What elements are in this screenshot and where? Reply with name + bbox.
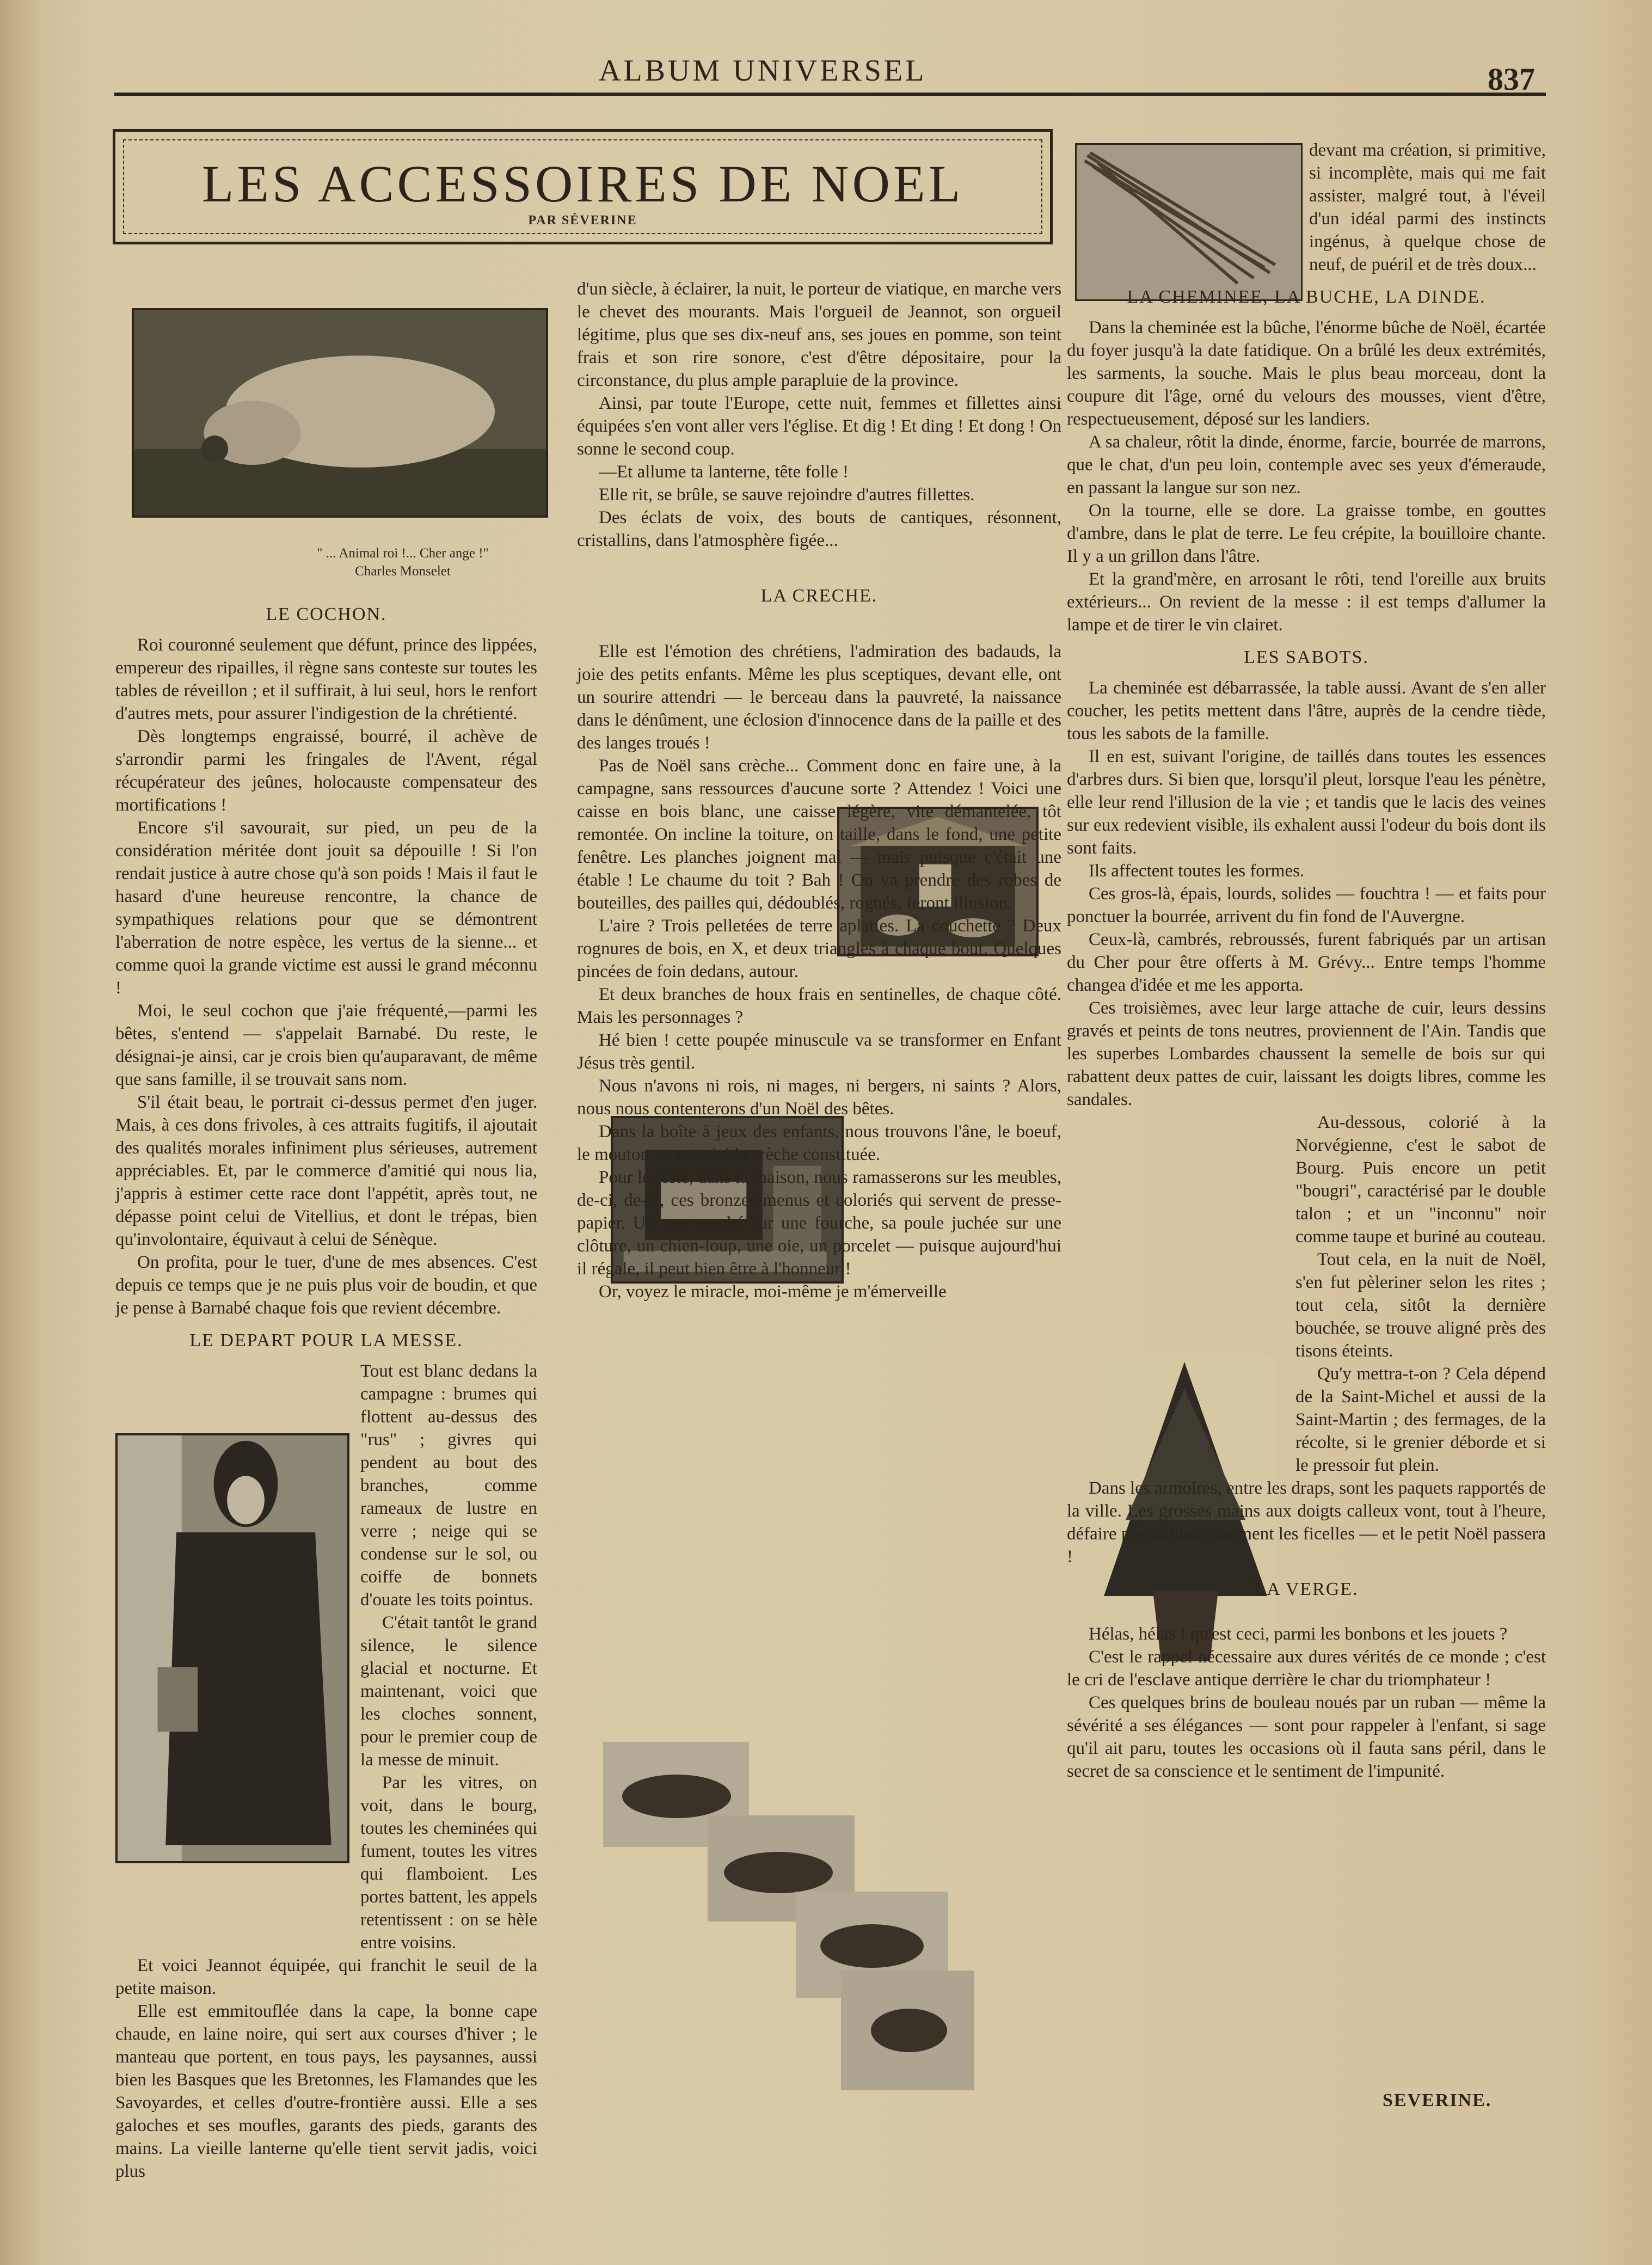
pig-caption-author: Charles Monselet: [355, 564, 451, 579]
paragraph: On profita, pour le tuer, d'une de mes absences. C'est depuis ce temps que je ne puis plus voir de boudin, et que je pense à Barnabé chaque fois que revient décembre.: [115, 1253, 537, 1318]
paragraph: Tout est blanc dedans la campagne : brumes qui flottent au-dessus des "rus" ; givres qui pendent au bout des branches, comme rameaux de lustre en verre ; neige qui se condense sur le sol, ou coiffe de bonnets d'ouate les toits pointus.: [360, 1361, 537, 1610]
paragraph: Il en est, suivant l'origine, de taillés dans toutes les essences d'arbres durs. Si bien que, lorsqu'il pleut, lorsque l'eau les pénètre, elle leur rend l'illusion de la vie ; et tandis que le lacis des veines sur eux redevient visible, ils exhalent aussi l'odeur du bois dont ils sont faits.: [1067, 747, 1546, 858]
paragraph: Encore s'il savourait, sur pied, un peu de la considération méritée dont jouit sa dépouille ! Si l'on rendait justice à autre chose qu'à son poids ! Mais il faut le hasard d'une heureuse rencontre, la chance de sympathiques relations pour que se démontrent l'aberration de notre espèce, les vertus de la sienne... et comme quoi la grande victime est aussi le grand méconnu !: [115, 818, 537, 998]
paragraph: Qu'y mettra-t-on ? Cela dépend de la Saint-Michel et aussi de la Saint-Martin ; des fermages, de la récolte, si le grenier déborde et si le pressoir fut plein.: [1295, 1364, 1546, 1475]
paragraph: Au-dessous, colorié à la Norvégienne, c'est le sabot de Bourg. Puis encore un petit "bougri", caractérisé par le double talon ; et un "inconnu" noir comme taupe et buriné au couteau.: [1295, 1113, 1546, 1247]
paragraph: Or, voyez le miracle, moi-même je m'émerveille: [599, 1282, 947, 1302]
paragraph: Elle est emmitouflée dans la cape, la bonne cape chaude, en laine noire, qui sert aux courses d'hiver ; le manteau que portent, en tous pays, les paysannes, aussi bien les Basques que les Bretonnes, les Flamandes que les Savoyardes, et celles d'outre-frontière aussi. Elle a ses galoches et ses moufles, garants des pieds, garants des mains. La vieille lanterne qu'elle tient servit jadis, voici plus: [115, 2002, 537, 2181]
paragraph: Dès longtemps engraissé, bourré, il achève de s'arrondir parmi les fringales de l'Avent, régal récupérateur des jeûnes, holocauste compensateur des mortifications !: [115, 727, 537, 815]
paragraph: Et deux branches de houx frais en sentinelles, de chaque côté. Mais les personnages ?: [577, 985, 1061, 1027]
paragraph: Ces gros-là, épais, lourds, solides — fouchtra ! — et faits pour ponctuer la bourrée, arrivent du fin fond de l'Auvergne.: [1067, 884, 1546, 926]
paragraph: Moi, le seul cochon que j'aie fréquenté,—parmi les bêtes, s'entend — s'appelait Barnabé. Du reste, le désignai-je ainsi, car je crois bien qu'auparavant, de même que sans famille, il se trouvait sans nom.: [115, 1001, 537, 1089]
section-heading-depart: LE DEPART POUR LA MESSE.: [189, 1330, 463, 1351]
paragraph: La cheminée est débarrassée, la table aussi. Avant de s'en aller coucher, les petits mettent dans l'âtre, auprès de la cendre tiède, tous les sabots de la famille.: [1067, 678, 1546, 744]
section-heading-verge: LA VERGE.: [1254, 1579, 1359, 1599]
paragraph: Par les vitres, on voit, dans le bourg, toutes les cheminées qui fument, toutes les vitres qui flamboient. Les portes battent, les appels retentissent : on se hèle entre voisins.: [360, 1773, 537, 1953]
pig-caption: [261, 544, 544, 580]
pig-photo: [132, 308, 548, 518]
section-heading-creche: LA CRECHE.: [760, 586, 878, 606]
paragraph: Hé bien ! cette poupée minuscule va se transformer en Enfant Jésus très gentil.: [577, 1030, 1061, 1073]
paragraph: Et la grand'mère, en arrosant le rôti, tend l'oreille aux bruits extérieurs... On revient de la messe : il est temps d'allumer la lampe et de tirer le vin clairet.: [1067, 569, 1546, 635]
paragraph: Dans la cheminée est la bûche, l'énorme bûche de Noël, écartée du foyer jusqu'à la date fatidique. On a brûlé les deux extrémités, les sarments, la souche. Mais le plus beau morceau, dont la coupure dit l'âge, orné du velours des mousses, vient d'être, respectueusement, déposé sur les landiers.: [1067, 318, 1546, 429]
paragraph: Roi couronné seulement que défunt, prince des lippées, empereur des ripailles, il règne sans conteste sur toutes les tables de réveillon ; et il suffirait, à lui seul, hors le renfort d'autres mets, pour assurer l'indigestion de la chrétienté.: [115, 635, 537, 723]
column-2: [577, 278, 1061, 1303]
paragraph: d'un siècle, à éclairer, la nuit, le porteur de viatique, en marche vers le chevet des mourants. Mais l'orgueil de Jeannot, son orgueil légitime, plus que ses dix-neuf ans, ses joues en pomme, son teint frais et son rire sonore, c'est d'être dépositaire, pour la circonstance, du plus ample parapluie de la province.: [577, 279, 1061, 390]
paragraph: On la tourne, elle se dore. La graisse tombe, en gouttes d'ambre, dans le plat de terre. Le feu crépite, la bouilloire chante. Il y a un grillon dans l'âtre.: [1067, 501, 1546, 566]
paragraph: Et voici Jeannot équipée, qui franchit le seuil de la petite maison.: [115, 1956, 537, 1998]
paragraph: L'aire ? Trois pelletées de terre aplaties. La couchette ? Deux rognures de bois, en X, et deux triangles à chaque bout. Quelques pincées de foin dedans, autour.: [577, 916, 1061, 981]
paragraph: A sa chaleur, rôtit la dinde, énorme, farcie, bourrée de marrons, que le chat, d'un peu loin, contemple avec ses yeux d'émeraude, en passant la langue sur son nez.: [1067, 432, 1546, 498]
header-rule: [114, 93, 1546, 96]
paragraph: C'est le rappel nécessaire aux dures vérités de ce monde ; c'est le cri de l'esclave antique derrière le char du triomphateur !: [1067, 1647, 1546, 1690]
article-byline: PAR SÉVERINE: [528, 213, 637, 228]
paragraph: Pour le reste, dans la maison, nous ramasserons sur les meubles, de-ci, de-là, ces bronzes menus et coloriés qui servent de presse-papier. Un coq perché sur une fourche, sa poule juchée sur une clôture, un chien-loup, une oie, un porcelet — puisque aujourd'hui il régale, il peut bien être à l'honneur !: [577, 1168, 1061, 1279]
paragraph: Nous n'avons ni rois, ni mages, ni bergers, ni saints ? Alors, nous nous contenterons d'un Noël des bêtes.: [577, 1076, 1061, 1119]
paragraph: Ces troisièmes, avec leur large attache de cuir, leurs dessins gravés et peints de tons neutres, proviennent de l'Ain. Tandis que les superbes Lombardes chaussent la semelle de bois sur qui rabattent deux pattes de cuir, laissant les doigts libres, comme les sandales.: [1067, 998, 1546, 1109]
title-frame: [113, 129, 1053, 244]
paragraph: Dans les armoires, entre les draps, sont les paquets rapportés de la ville. Les grosses mains aux doigts calleux vont, tout à l'heure, défaire précautionneusement les ficelles — et le petit Noël passera !: [1067, 1478, 1546, 1567]
column-1: [115, 593, 537, 2183]
sabot-photo-4: [841, 1971, 974, 2090]
paragraph: Des éclats de voix, des bouts de cantiques, résonnent, cristallins, dans l'atmosphère figée...: [577, 508, 1061, 550]
article-title: LES ACCESSOIRES DE NOEL: [201, 155, 964, 213]
paragraph: Ainsi, par toute l'Europe, cette nuit, femmes et fillettes ainsi équipées s'en vont aller vers l'église. Et dig ! Et ding ! Et dong ! On sonne le second coup.: [577, 394, 1061, 459]
section-heading-sabots: LES SABOTS.: [1244, 647, 1369, 667]
signature: SEVERINE.: [1383, 2090, 1492, 2110]
paragraph: Pas de Noël sans crèche... Comment donc en faire une, à la campagne, sans ressources d'aucune sorte ? Attendez ! Voici une caisse en bois blanc, une caisse légère, vite démantelée, tôt remontée. On incline la toiture, on taille, dans le fond, une petite fenêtre. Les planches joignent mal — mais puisque c'était une étable ! Le chaume du toit ? Bah ! On va prendre des robes de bouteilles, des pailles qui, dédoublés, rognés, feront illusion.: [577, 756, 1061, 913]
paragraph: Elle est l'émotion des chrétiens, l'admiration des badauds, la joie des petits enfants. Même les plus sceptiques, devant elle, ont un sourire attendri — le berceau dans la pauvreté, la naissance dans le dénûment, une éclosion d'innocence dans de la paille et des des langes troués !: [577, 642, 1061, 753]
paragraph: C'était tantôt le grand silence, le silence glacial et nocturne. Et maintenant, voici que les cloches sonnent, pour le premier coup de la messe de minuit.: [360, 1613, 537, 1770]
paragraph: Ces quelques brins de bouleau noués par un ruban — même la sévérité a ses élégances — sont pour rappeler à l'enfant, si sage qu'il ait paru, toutes les occasions où il fauta sans péril, dans le secret de sa conscience et le sentiment de l'impunité.: [1067, 1693, 1546, 1781]
paragraph: Ceux-là, cambrés, rebroussés, furent fabriqués par un artisan du Cher pour être offerts à M. Grévy... Entre temps l'homme changea d'idée et me les apporta.: [1067, 930, 1546, 995]
pig-caption-quote: " ... Animal roi !... Cher ange !": [317, 546, 489, 561]
publication-title: ALBUM UNIVERSEL: [599, 54, 927, 88]
paragraph: devant ma création, si primitive, si incomplète, mais qui me fait assister, malgré tout, à l'éveil d'un idéal parmi des instincts ingénus, à quelque chose de neuf, de puéril et de très doux...: [1309, 140, 1546, 274]
column-3: [1067, 139, 1546, 1783]
paragraph: Hélas, hélas ! qu'est ceci, parmi les bonbons et les jouets ?: [1089, 1624, 1508, 1644]
section-heading-cochon: LE COCHON.: [266, 604, 387, 624]
paragraph: —Et allume ta lanterne, tête folle !: [599, 462, 849, 482]
paragraph: Tout cela, en la nuit de Noël, s'en fut pèleriner selon les rites ; tout cela, sitôt la dernière bouchée, se trouve aligné près des tisons éteints.: [1295, 1250, 1546, 1361]
paragraph: Elle rit, se brûle, se sauve rejoindre d'autres fillettes.: [599, 485, 975, 505]
section-heading-cheminee: LA CHEMINEE, LA BUCHE, LA DINDE.: [1127, 287, 1486, 307]
paragraph: S'il était beau, le portrait ci-dessus permet d'en juger. Mais, à ces dons frivoles, à ces attraits fugitifs, il ajoutait des qualités morales infiniment plus sérieuses, autrement appréciables. Et, par le commerce d'amitié qui nous lia, j'appris à estimer cette race dont l'appétit, après tout, ne dépasse point celui de Vitellius, et dont le trépas, bien qu'involontaire, équivaut à celui de Sénèque.: [115, 1092, 537, 1249]
paragraph: Ils affectent toutes les formes.: [1089, 861, 1305, 881]
page-number: 837: [1488, 62, 1535, 97]
paragraph: Dans la boîte à jeux des enfants, nous trouvons l'âne, le boeuf, le mouton — et voici la crèche constituée.: [577, 1122, 1061, 1164]
